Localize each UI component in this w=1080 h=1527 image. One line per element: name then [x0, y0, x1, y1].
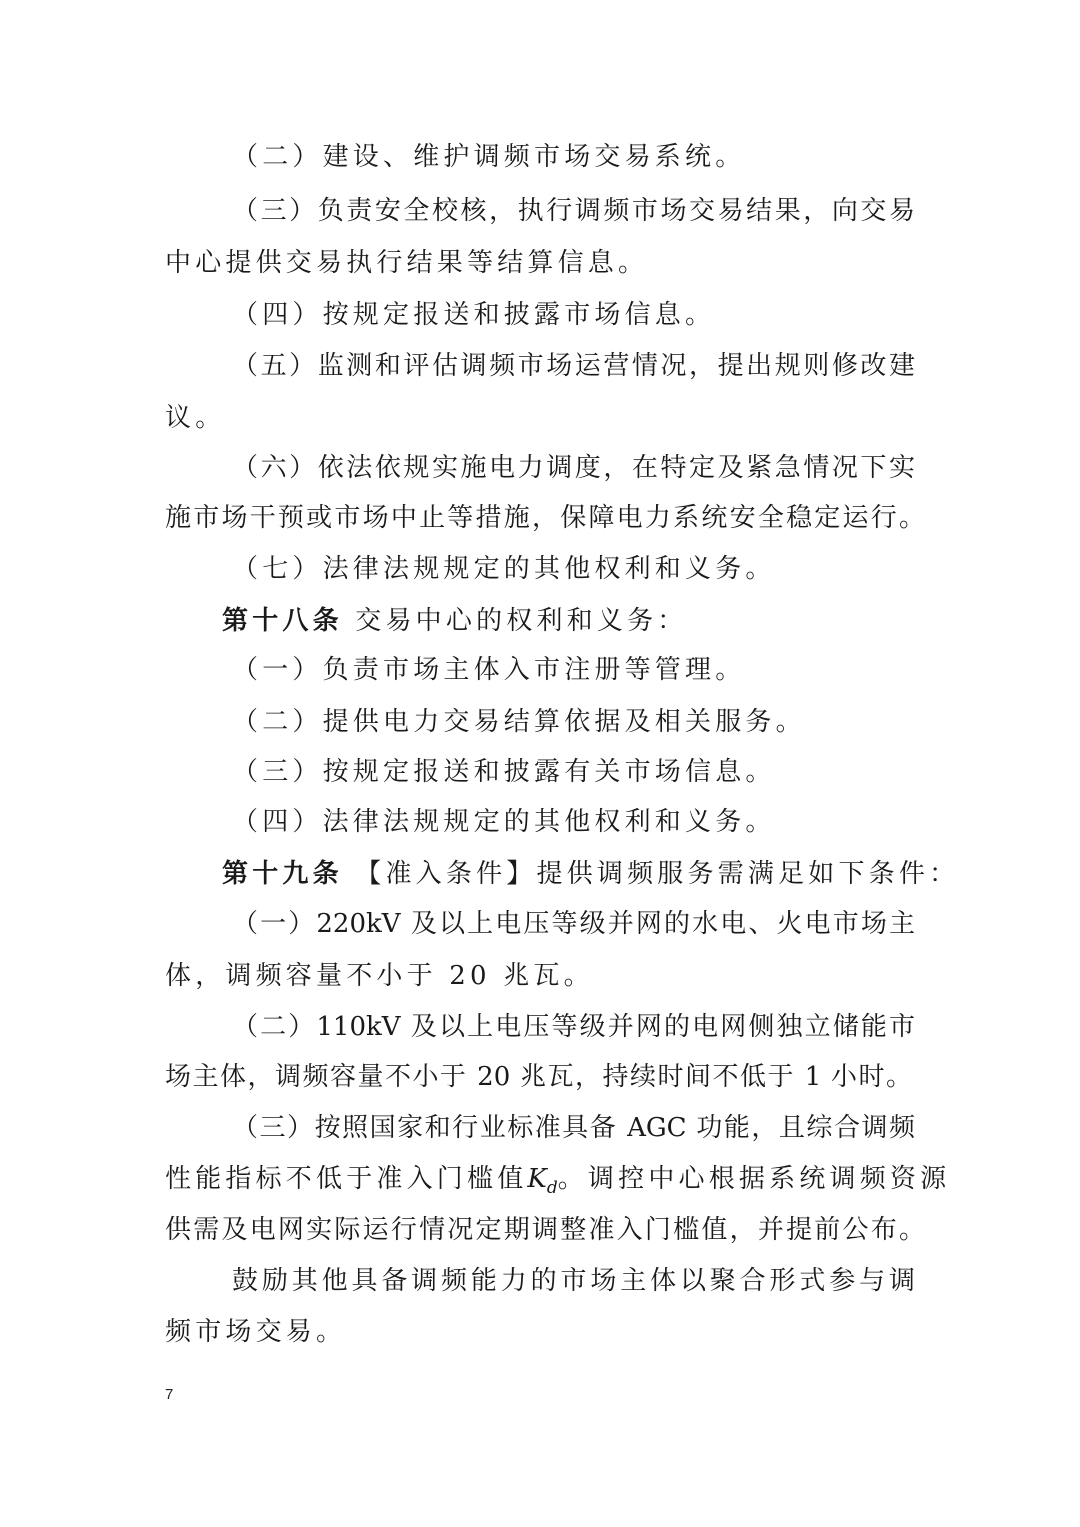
paragraph-line: （二）提供电力交易结算依据及相关服务。 [232, 707, 806, 737]
paragraph-line: 场主体，调频容量不小于 20 兆瓦，持续时间不低于 1 小时。 [165, 1062, 912, 1092]
article-number: 第十八条 [222, 606, 343, 636]
paragraph-line: 中心提供交易执行结果等结算信息。 [165, 248, 649, 278]
paragraph-line: （二）110kV 及以上电压等级并网的电网侧独立储能市 [232, 1012, 915, 1042]
paragraph-line: （一）负责市场主体入市注册等管理。 [232, 655, 746, 685]
paragraph-line: （三）按照国家和行业标准具备 AGC 功能，且综合调频 [232, 1113, 915, 1143]
article-number: 第十九条 [222, 859, 343, 889]
paragraph-line: （二）建设、维护调频市场交易系统。 [232, 142, 746, 172]
paragraph-line: （三）负责安全校核，执行调频市场交易结果，向交易 [232, 196, 915, 226]
page-number: 7 [165, 1386, 174, 1403]
paragraph-line: 频市场交易。 [165, 1317, 347, 1347]
paragraph-line: （三）按规定报送和披露有关市场信息。 [232, 757, 776, 787]
paragraph-line: 供需及电网实际运行情况定期调整准入门槛值，并提前公布。 [165, 1215, 925, 1245]
text-segment: 性能指标不低于准入门槛值 [165, 1164, 528, 1194]
text-segment: 。调控中心根据系统调频资源 [557, 1164, 951, 1194]
math-symbol-kd: $K_d$ [527, 1164, 558, 1198]
article-18-heading-line [222, 601, 982, 641]
article-19-heading-line [222, 854, 982, 894]
paragraph-line: （七）法律法规规定的其他权利和义务。 [232, 554, 776, 584]
paragraph-line-with-math [165, 1159, 951, 1199]
paragraph-line: 议。 [165, 403, 226, 433]
paragraph-line: （一）220kV 及以上电压等级并网的水电、火电市场主 [232, 909, 915, 939]
paragraph-line: 鼓励其他具备调频能力的市场主体以聚合形式参与调 [232, 1266, 915, 1296]
paragraph-line: 施市场干预或市场中止等措施，保障电力系统安全稳定运行。 [165, 503, 925, 533]
article-title: 交易中心的权利和义务： [355, 606, 688, 636]
paragraph-line: （五）监测和评估调频市场运营情况，提出规则修改建 [232, 351, 915, 381]
article-title: 【准入条件】提供调频服务需满足如下条件： [355, 859, 960, 889]
paragraph-line: （六）依法依规实施电力调度，在特定及紧急情况下实 [232, 453, 915, 483]
paragraph-line: （四）法律法规规定的其他权利和义务。 [232, 807, 776, 837]
paragraph-line: （四）按规定报送和披露市场信息。 [232, 300, 716, 330]
paragraph-line: 体，调频容量不小于 20 兆瓦。 [165, 961, 594, 991]
